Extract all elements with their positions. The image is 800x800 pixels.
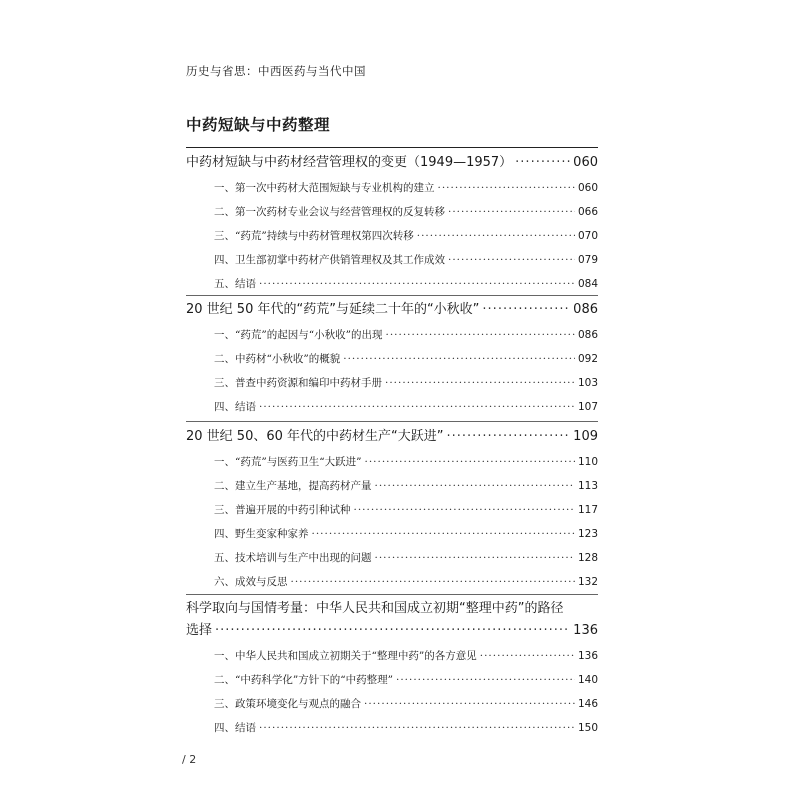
item-page: 123: [577, 528, 598, 540]
leader-dots: [385, 323, 574, 347]
item-page: 150: [577, 722, 598, 734]
page-folio: / 2: [182, 753, 197, 766]
chapter-title-line2: 选择: [186, 623, 213, 638]
item-title: 二、第一次药材专业会议与经营管理权的反复转移: [214, 206, 445, 218]
item-title: 五、结语: [214, 278, 256, 290]
toc-item[interactable]: [186, 176, 598, 200]
item-page: 146: [577, 698, 598, 710]
toc-chapter: [186, 426, 598, 594]
leader-dots: [447, 426, 571, 448]
item-page: 092: [577, 353, 598, 365]
toc-item[interactable]: [186, 570, 598, 594]
leader-dots: [364, 450, 574, 474]
toc-item[interactable]: [186, 272, 598, 296]
leader-dots: [438, 176, 575, 200]
item-page: 110: [577, 456, 598, 468]
item-page: 107: [577, 401, 598, 413]
chapter-divider: [186, 421, 598, 422]
item-title: 四、结语: [214, 401, 256, 413]
chapter-entry[interactable]: [186, 426, 598, 448]
item-title: 三、政策环境变化与观点的融合: [214, 698, 361, 710]
item-title: 二、“中药科学化”方针下的“中药整理”: [214, 674, 393, 686]
leader-dots: [259, 272, 575, 296]
item-page: 079: [577, 254, 598, 266]
toc-item[interactable]: [186, 248, 598, 272]
leader-dots: [375, 474, 575, 498]
item-title: 一、中华人民共和国成立初期关于“整理中药”的各方意见: [214, 650, 477, 662]
chapter-page: 086: [573, 302, 598, 317]
leader-dots: [215, 620, 570, 642]
toc-chapter: [186, 299, 598, 419]
leader-dots: [515, 152, 570, 174]
toc-item[interactable]: [186, 395, 598, 419]
chapter-page: 136: [573, 623, 598, 638]
leader-dots: [448, 248, 575, 272]
toc-item[interactable]: [186, 498, 598, 522]
item-page: 128: [577, 552, 598, 564]
item-title: 四、结语: [214, 722, 256, 734]
toc-item[interactable]: [186, 644, 598, 668]
toc-item[interactable]: [186, 716, 598, 740]
leader-dots: [482, 299, 570, 321]
item-title: 三、普查中药资源和编印中药材手册: [214, 377, 382, 389]
toc-item[interactable]: [186, 323, 598, 347]
item-page: 140: [577, 674, 598, 686]
section-title: 中药短缺与中药整理: [186, 115, 331, 134]
item-title: 四、野生变家种家养: [214, 528, 309, 540]
section-rule: [186, 147, 598, 148]
chapter-page: 109: [573, 429, 598, 444]
toc-item[interactable]: [186, 450, 598, 474]
toc-item[interactable]: [186, 668, 598, 692]
item-page: 136: [577, 650, 598, 662]
item-page: 070: [577, 230, 598, 242]
chapter-title-line1[interactable]: 科学取向与国情考量：中华人民共和国成立初期“整理中药”的路径: [186, 601, 564, 616]
chapter-title: 中药材短缺与中药材经营管理权的变更（1949—1957）: [186, 155, 513, 170]
item-title: 二、建立生产基地，提高药材产量: [214, 480, 372, 492]
item-title: 四、卫生部初掌中药材产供销管理权及其工作成效: [214, 254, 445, 266]
toc-item[interactable]: [186, 200, 598, 224]
item-title: 二、中药材“小秋收”的概貌: [214, 353, 341, 365]
chapter-title: 20 世纪 50 年代的“药荒”与延续二十年的“小秋收”: [186, 302, 480, 317]
item-page: 117: [577, 504, 598, 516]
item-page: 086: [577, 329, 598, 341]
chapter-divider: [186, 594, 598, 595]
chapter-title: 20 世纪 50、60 年代的中药材生产“大跃进”: [186, 429, 444, 444]
item-page: 103: [577, 377, 598, 389]
toc-item[interactable]: [186, 692, 598, 716]
item-title: 一、第一次中药材大范围短缺与专业机构的建立: [214, 182, 435, 194]
item-page: 060: [577, 182, 598, 194]
leader-dots: [375, 546, 575, 570]
leader-dots: [354, 498, 575, 522]
leader-dots: [417, 224, 575, 248]
item-title: 三、“药荒”持续与中药材管理权第四次转移: [214, 230, 414, 242]
leader-dots: [396, 668, 575, 692]
toc-item[interactable]: [186, 224, 598, 248]
leader-dots: [312, 522, 575, 546]
chapter-entry[interactable]: [186, 299, 598, 321]
toc-item[interactable]: [186, 474, 598, 498]
item-page: 066: [577, 206, 598, 218]
toc-item[interactable]: [186, 546, 598, 570]
leader-dots: [343, 347, 575, 371]
leader-dots: [291, 570, 575, 594]
chapter-divider: [186, 295, 598, 296]
chapter-entry[interactable]: [186, 152, 598, 174]
chapter-page: 060: [573, 155, 598, 170]
leader-dots: [480, 644, 575, 668]
toc-item[interactable]: [186, 522, 598, 546]
toc-chapter: [186, 598, 598, 740]
leader-dots: [448, 200, 575, 224]
leader-dots: [259, 716, 575, 740]
leader-dots: [385, 371, 575, 395]
item-title: 一、“药荒”的起因与“小秋收”的出现: [214, 329, 383, 341]
item-page: 113: [577, 480, 598, 492]
item-title: 五、技术培训与生产中出现的问题: [214, 552, 372, 564]
toc-item[interactable]: [186, 347, 598, 371]
leader-dots: [364, 692, 575, 716]
item-title: 六、成效与反思: [214, 576, 288, 588]
item-page: 132: [577, 576, 598, 588]
chapter-entry[interactable]: [186, 620, 598, 642]
leader-dots: [259, 395, 575, 419]
item-title: 三、普遍开展的中药引种试种: [214, 504, 351, 516]
toc-chapter: [186, 152, 598, 296]
item-page: 084: [577, 278, 598, 290]
toc-item[interactable]: [186, 371, 598, 395]
running-head: 历史与省思：中西医药与当代中国: [186, 64, 366, 78]
item-title: 一、“药荒”与医药卫生“大跃进”: [214, 456, 362, 468]
